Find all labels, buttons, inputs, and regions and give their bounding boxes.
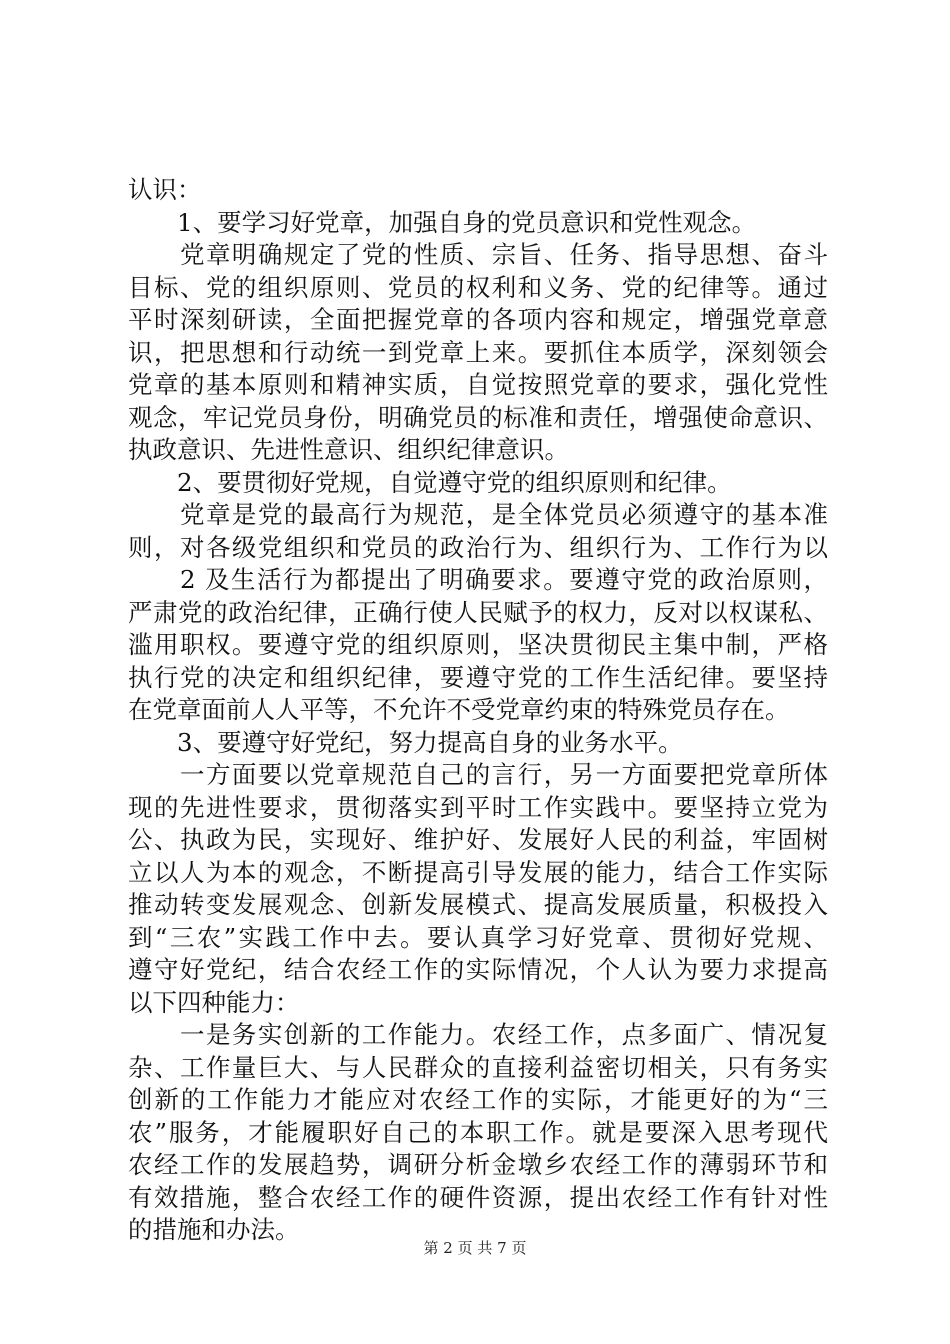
text-line: 遵守好党纪，结合农经工作的实际情况，个人认为要力求提高 <box>128 955 828 984</box>
text-line: 一方面要以党章规范自己的言行，另一方面要把党章所体 <box>128 760 828 789</box>
text-line: 创新的工作能力才能应对农经工作的实际，才能更好的为“三 <box>128 1085 828 1114</box>
text-line: 立以人为本的观念，不断提高引导发展的能力，结合工作实际 <box>128 857 828 887</box>
text-line: 杂、工作量巨大、与人民群众的直接利益密切相关，只有务实 <box>128 1052 828 1082</box>
text-line: 一是务实创新的工作能力。农经工作，点多面广、情况复 <box>128 1020 828 1049</box>
text-line: 观念，牢记党员身份，明确党员的标准和责任，增强使命意识、 <box>128 402 828 432</box>
text-line: 平时深刻研读，全面把握党章的各项内容和规定，增强党章意 <box>128 305 828 334</box>
text-line: 党章是党的最高行为规范，是全体党员必须遵守的基本准 <box>128 500 828 529</box>
text-line: 目标、党的组织原则、党员的权利和义务、党的纪律等。通过 <box>128 272 828 302</box>
text-line: 2、要贯彻好党规，自觉遵守党的组织原则和纪律。 <box>128 467 732 497</box>
text-line: 党章明确规定了党的性质、宗旨、任务、指导思想、奋斗 <box>128 240 828 269</box>
text-line: 的措施和办法。 <box>128 1215 300 1244</box>
text-line: 认识： <box>128 175 202 204</box>
text-line: 2 及生活行为都提出了明确要求。要遵守党的政治原则， <box>128 565 828 594</box>
text-line: 严肃党的政治纪律，正确行使人民赋予的权力，反对以权谋私、 <box>128 597 828 627</box>
text-line: 执政意识、先进性意识、组织纪律意识。 <box>128 435 569 464</box>
page-footer: 第 2 页 共 7 页 <box>423 1239 527 1257</box>
text-line: 公、执政为民，实现好、维护好、发展好人民的利益，牢固树 <box>128 825 828 854</box>
text-line: 1、要学习好党章，加强自身的党员意识和党性观念。 <box>128 207 757 237</box>
text-line: 则，对各级党组织和党员的政治行为、组织行为、工作行为以 <box>128 532 828 562</box>
text-line: 3、要遵守好党纪，努力提高自身的业务水平。 <box>128 727 683 757</box>
text-line: 有效措施，整合农经工作的硬件资源，提出农经工作有针对性 <box>128 1182 828 1212</box>
text-line: 党章的基本原则和精神实质，自觉按照党章的要求，强化党性 <box>128 370 828 399</box>
text-line: 滥用职权。要遵守党的组织原则，坚决贯彻民主集中制，严格 <box>128 630 828 659</box>
text-line: 农经工作的发展趋势，调研分析金墩乡农经工作的薄弱环节和 <box>128 1150 828 1179</box>
text-line: 在党章面前人人平等，不允许不受党章约束的特殊党员存在。 <box>128 695 790 724</box>
text-line: 到“三农”实践工作中去。要认真学习好党章、贯彻好党规、 <box>128 922 828 952</box>
text-line: 识，把思想和行动统一到党章上来。要抓住本质学，深刻领会 <box>128 337 828 367</box>
text-line: 执行党的决定和组织纪律，要遵守党的工作生活纪律。要坚持 <box>128 662 828 692</box>
document-body <box>128 174 828 1247</box>
text-line: 农”服务，才能履职好自己的本职工作。就是要深入思考现代 <box>128 1117 828 1147</box>
text-line: 推动转变发展观念、创新发展模式、提高发展质量，积极投入 <box>128 890 828 919</box>
text-line: 现的先进性要求，贯彻落实到平时工作实践中。要坚持立党为 <box>128 792 828 822</box>
text-line: 以下四种能力： <box>128 987 300 1017</box>
